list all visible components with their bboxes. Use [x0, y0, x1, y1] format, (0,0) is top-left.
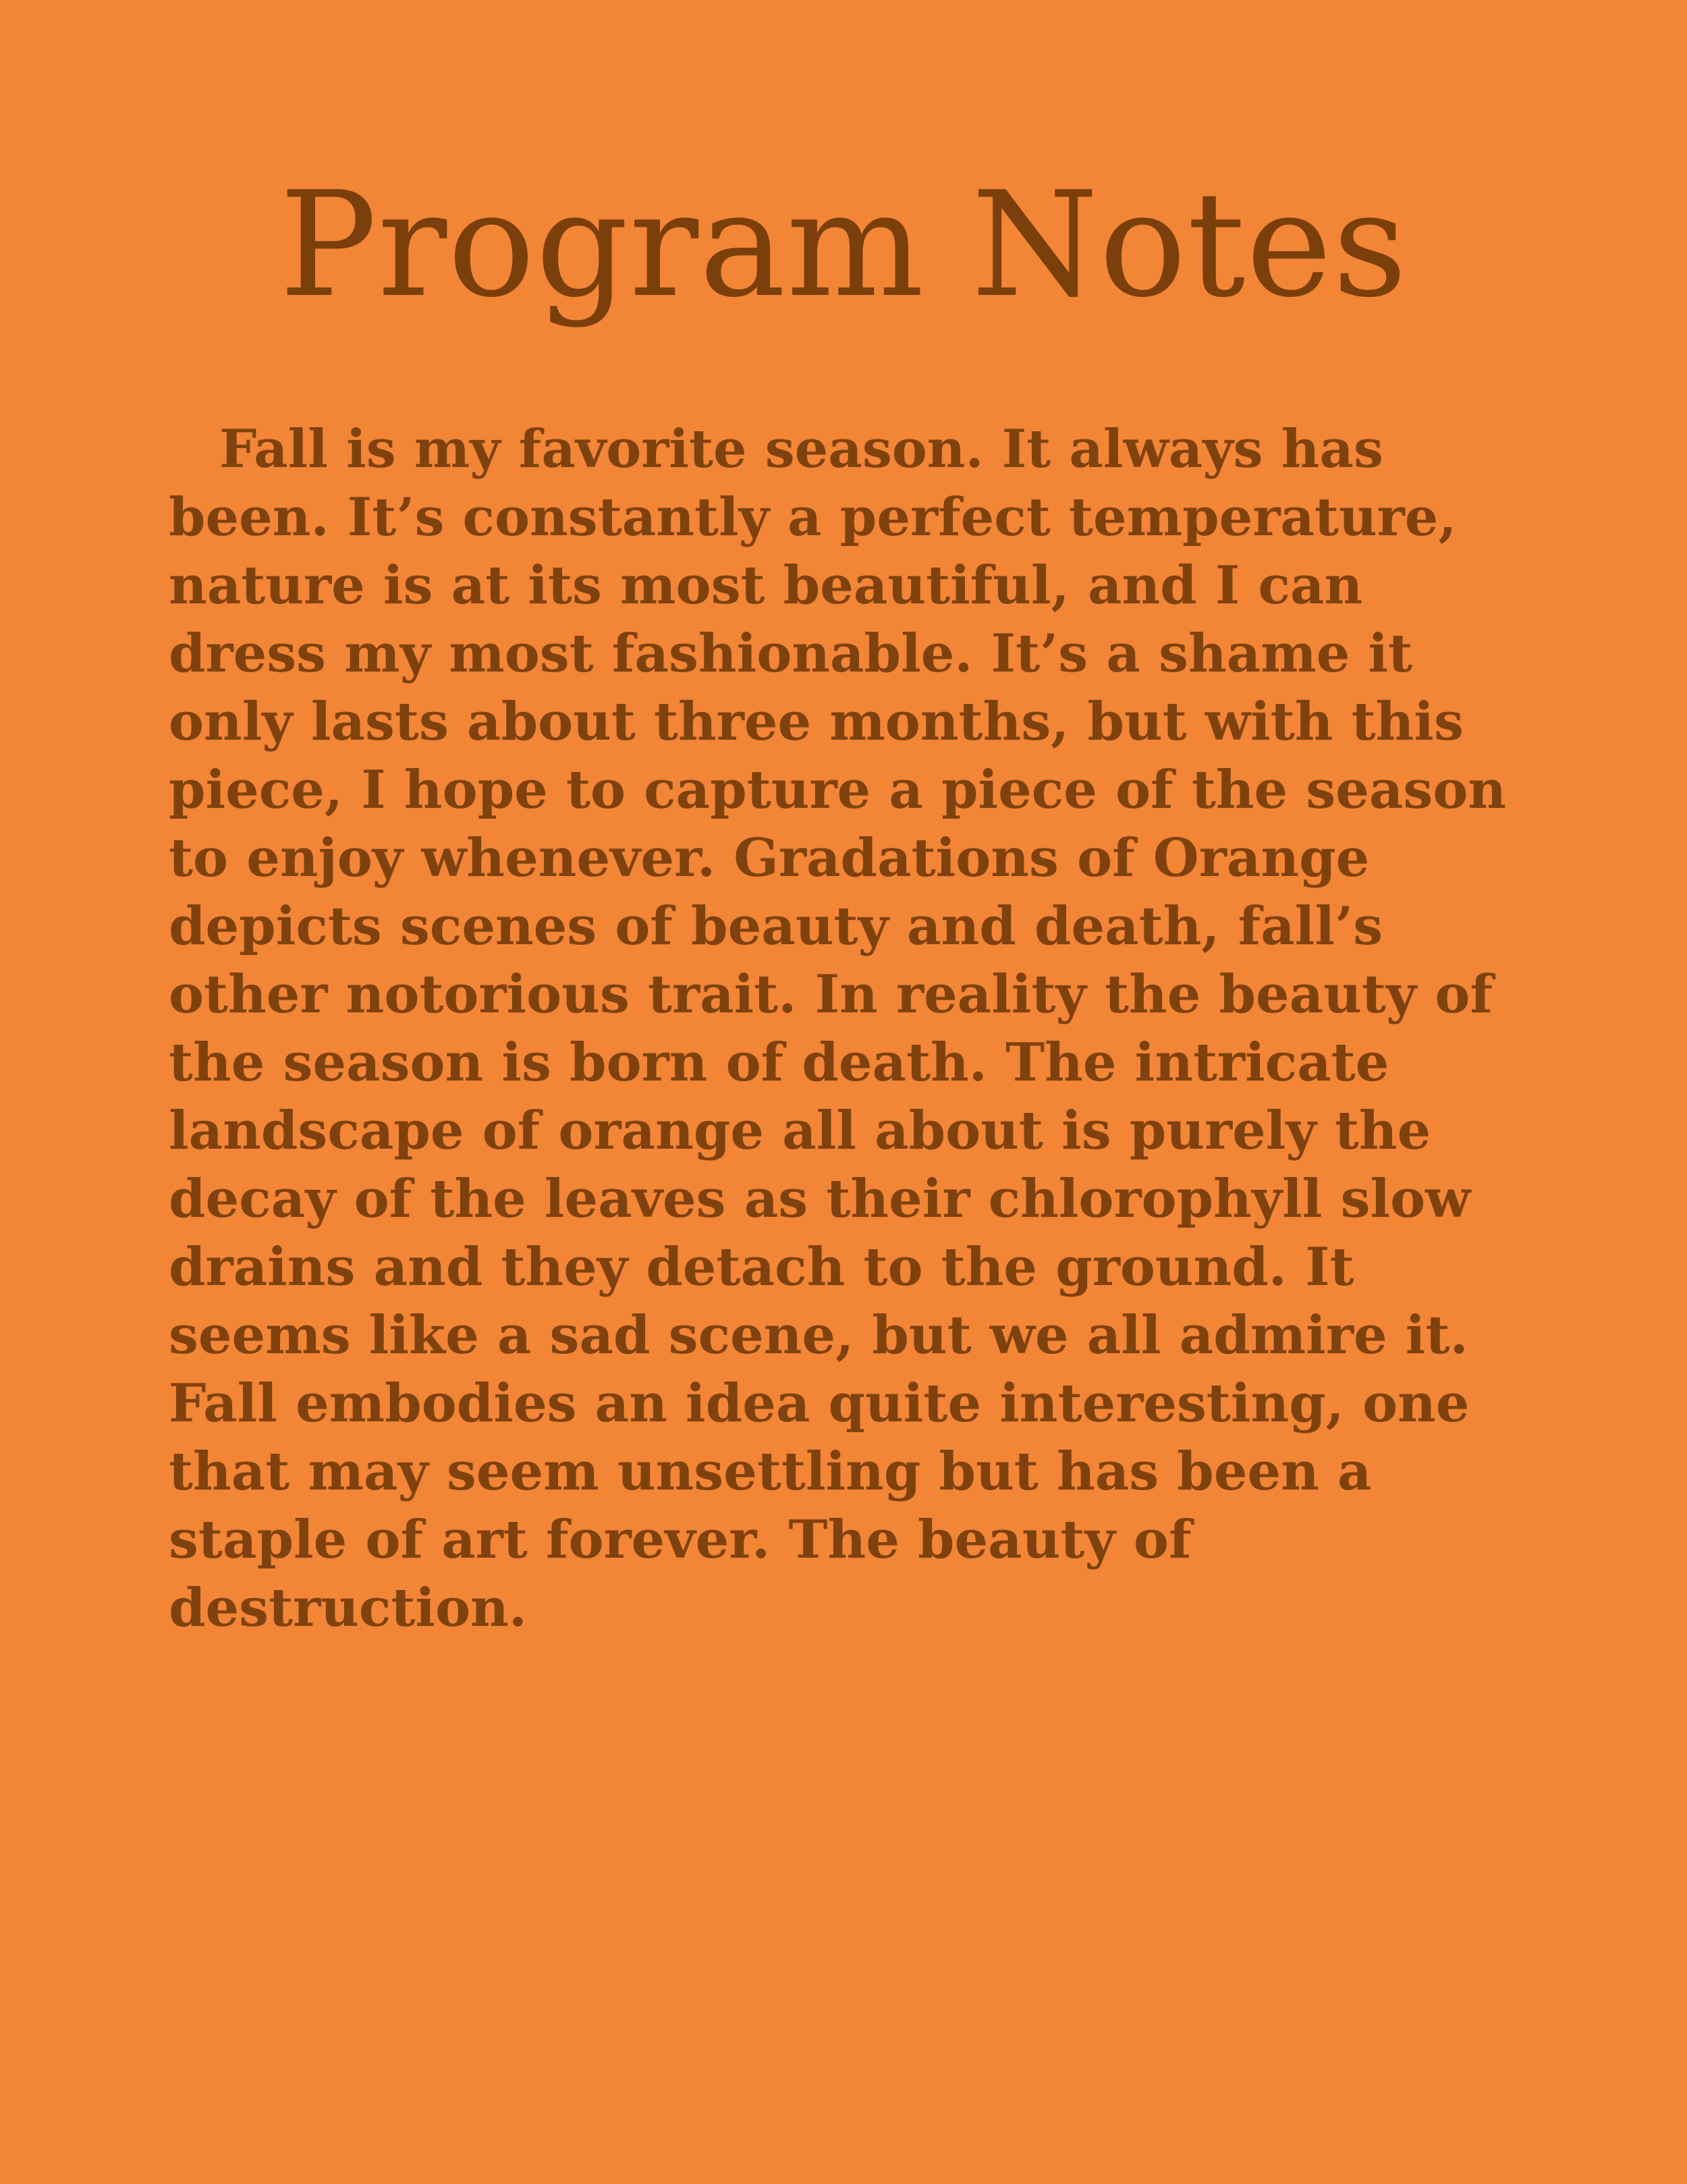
body-line: destruction.	[169, 1577, 527, 1639]
body-line: only lasts about three months, but with this	[169, 691, 1464, 753]
program-notes-body	[169, 415, 1552, 1642]
body-line: landscape of orange all about is purely the	[169, 1100, 1431, 1162]
body-line: Fall embodies an idea quite interesting, one	[169, 1373, 1470, 1434]
body-line: seems like a sad scene, but we all admire it.	[169, 1305, 1468, 1366]
body-line: other notorious trait. In reality the beauty of	[169, 964, 1493, 1025]
body-line: staple of art forever. The beauty of	[169, 1509, 1192, 1571]
body-line: to enjoy whenever. Gradations of Orange	[169, 827, 1370, 889]
body-line: piece, I hope to capture a piece of the season	[169, 759, 1507, 821]
body-line: nature is at its most beautiful, and I can	[169, 555, 1363, 616]
body-line: drains and they detach to the ground. It	[169, 1236, 1354, 1298]
body-line: decay of the leaves as their chlorophyll slow	[169, 1168, 1471, 1230]
page-title: Program Notes	[279, 160, 1408, 329]
body-line: Fall is my favorite season. It always has	[219, 418, 1383, 480]
body-line: depicts scenes of beauty and death, fall’s	[169, 896, 1383, 957]
body-line: been. It’s constantly a perfect temperature,	[169, 487, 1457, 548]
body-line: that may seem unsettling but has been a	[169, 1441, 1372, 1502]
body-line: dress my most fashionable. It’s a shame it	[169, 623, 1413, 684]
body-line: the season is born of death. The intricate	[169, 1032, 1389, 1093]
